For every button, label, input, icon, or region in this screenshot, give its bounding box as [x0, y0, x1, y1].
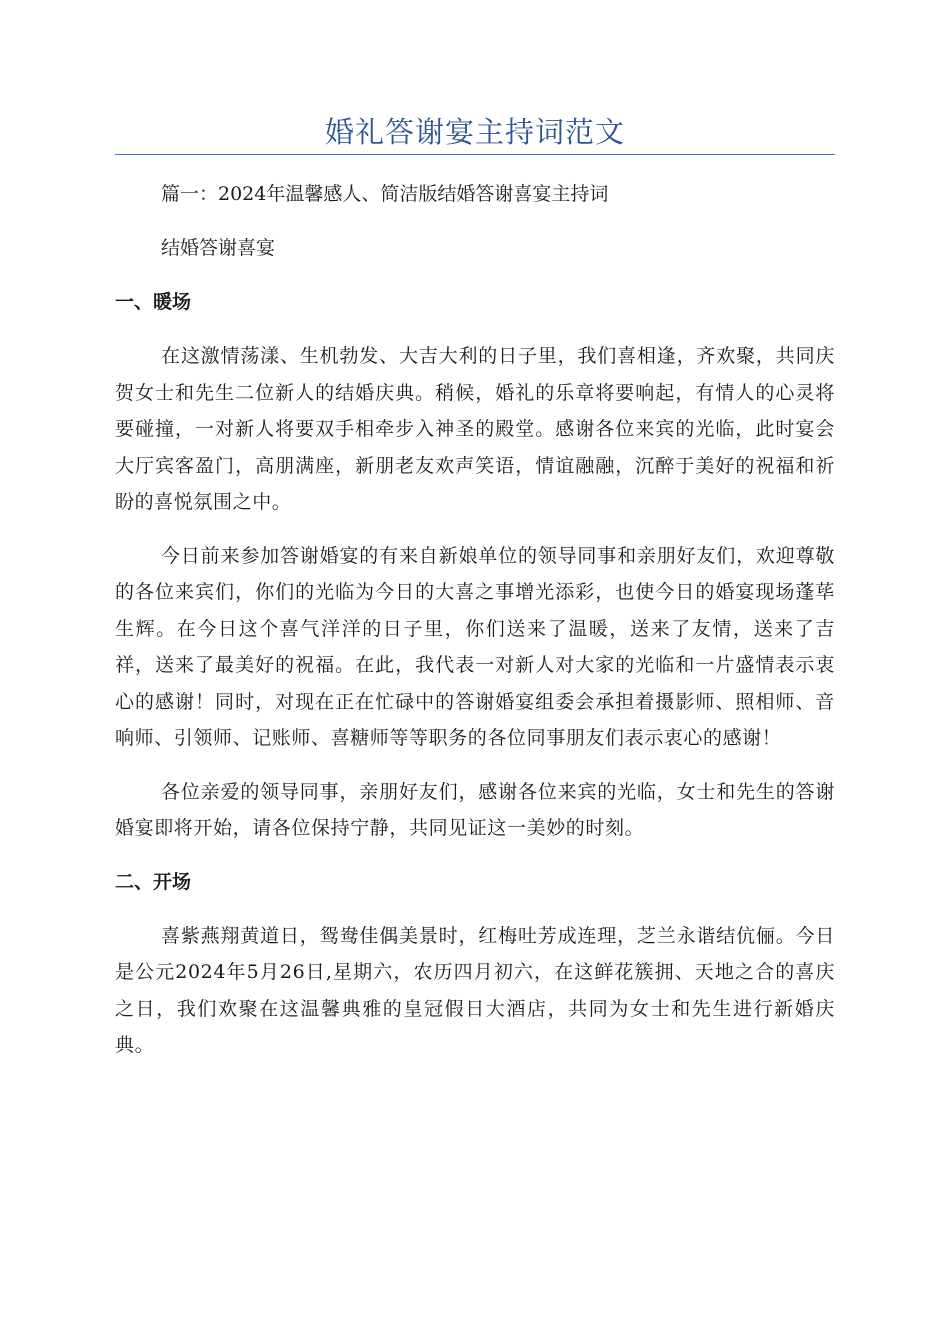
document-title: 婚礼答谢宴主持词范文: [324, 115, 625, 149]
event-name: 结婚答谢喜宴: [161, 237, 276, 259]
section-opening: [115, 864, 835, 1064]
paragraph: 在这激情荡漾、生机勃发、大吉大利的日子里，我们喜相逢，齐欢聚，共同庆贺女士和先生二位新人的结婚庆典。稍候，婚礼的乐章将要响起，有情人的心灵将要碰撞，一对新人将要双手相牵步入神圣的殿堂。感谢各位来宾的光临，此时宴会大厅宾客盈门，高朋满座，新朋老友欢声笑语，情谊融融，沉醉于美好的祝福和祈盼的喜悦氛围之中。: [115, 345, 835, 513]
paragraph: 今日前来参加答谢婚宴的有来自新娘单位的领导同事和亲朋好友们，欢迎尊敬的各位来宾们，你们的光临为今日的大喜之事增光添彩，也使今日的婚宴现场蓬荜生辉。在今日这个喜气洋洋的日子里，你们送来了温暖，送来了友情，送来了吉祥，送来了最美好的祝福。在此，我代表一对新人对大家的光临和一片盛情表示衷心的感谢！同时，对现在正在忙碌中的答谢婚宴组委会承担着摄影师、照相师、音响师、引领师、记账师、喜糖师等等职务的各位同事朋友们表示衷心的感谢！: [115, 544, 835, 749]
subtitle-line: 篇一：2024年温馨感人、简洁版结婚答谢喜宴主持词: [161, 183, 609, 205]
paragraph: 喜紫燕翔黄道日，鸳鸯佳偶美景时，红梅吐芳成连理，芝兰永谐结伉俪。今日是公元2024年5月26日,星期六，农历四月初六，在这鲜花簇拥、天地之合的喜庆之日，我们欢聚在这温馨典雅的皇冠假日大酒店，共同为女士和先生进行新婚庆典。: [115, 924, 835, 1056]
section-heading: 二、开场: [115, 870, 192, 893]
document-body: [115, 176, 835, 1081]
section-heading: 一、暖场: [115, 291, 192, 313]
title-underline: [115, 154, 835, 155]
section-warmup: [115, 284, 835, 847]
paragraph: 各位亲爱的领导同事，亲朋好友们，感谢各位来宾的光临，女士和先生的答谢婚宴即将开始，请各位保持宁静，共同见证这一美妙的时刻。: [115, 780, 835, 839]
